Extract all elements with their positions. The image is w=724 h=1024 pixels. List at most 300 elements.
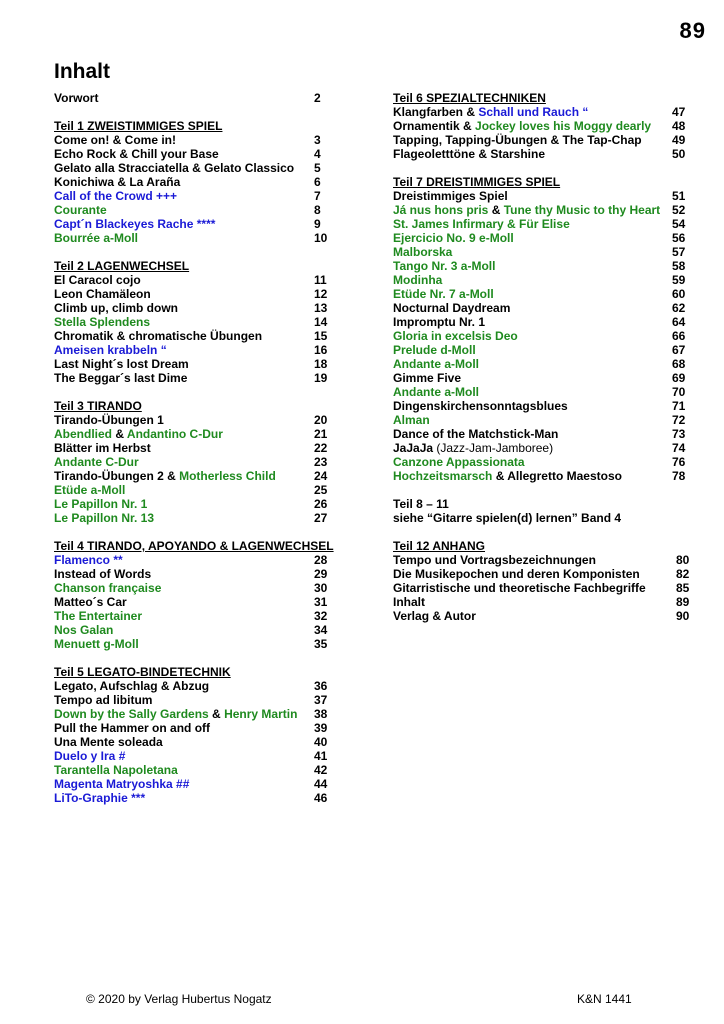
- toc-entry-title: [54, 469, 276, 483]
- toc-entry-title: [54, 581, 161, 595]
- spacer: [393, 483, 693, 497]
- toc-entry: [393, 581, 693, 595]
- section-heading: [54, 119, 329, 133]
- toc-entry-title: [54, 553, 123, 567]
- toc-entry-title-part: Tempo und Vortragsbezeichnungen: [393, 553, 596, 567]
- toc-entry-title: [393, 147, 545, 161]
- toc-page-number: 59: [672, 273, 686, 287]
- toc-entry-title-part: Chromatik & chromatische Übungen: [54, 329, 263, 343]
- toc-entry-title-part: & Allegretto Maestoso: [492, 469, 622, 483]
- toc-entry: [393, 315, 693, 329]
- toc-entry-title-part: Andante C-Dur: [54, 455, 139, 469]
- toc-entry-title: [393, 301, 510, 315]
- toc-entry-title: [54, 315, 150, 329]
- toc-entry-title-part: &: [112, 427, 127, 441]
- toc-entry-title-part: Courante: [54, 203, 107, 217]
- toc-entry: [54, 469, 329, 483]
- toc-entry-title-part: Gloria in excelsis Deo: [393, 329, 518, 343]
- toc-page-number: 26: [314, 497, 328, 511]
- toc-entry-title-part: Modinha: [393, 273, 443, 287]
- toc-entry: [393, 455, 693, 469]
- section-heading: [54, 665, 329, 679]
- toc-entry-title-part: Tango Nr. 3 a-Moll: [393, 259, 496, 273]
- toc-entry-title-part: Etüde a-Moll: [54, 483, 126, 497]
- toc-entry: [393, 259, 693, 273]
- toc-entry-title: [54, 623, 113, 637]
- toc-right-column: [393, 91, 693, 623]
- toc-entry-title-part: Canzone Appassionata: [393, 455, 525, 469]
- toc-entry: [54, 441, 329, 455]
- toc-entry-title: [54, 595, 127, 609]
- toc-entry-title: [393, 357, 479, 371]
- toc-page-number: 31: [314, 595, 328, 609]
- spacer: [54, 651, 329, 665]
- toc-entry-title: [393, 119, 651, 133]
- toc-entry-title-part: Verlag & Autor: [393, 609, 476, 623]
- toc-page-number: 6: [314, 175, 321, 189]
- toc-entry-title-part: Nocturnal Daydream: [393, 301, 511, 315]
- toc-entry-title: [393, 469, 622, 483]
- toc-entry: [393, 273, 693, 287]
- toc-entry: [54, 273, 329, 287]
- toc-entry: [54, 791, 329, 805]
- toc-page-number: 58: [672, 259, 686, 273]
- toc-page-number: 42: [314, 763, 328, 777]
- toc-entry-title-part: Capt´n Blackeyes Rache ****: [54, 217, 216, 231]
- section-heading: [393, 539, 693, 553]
- toc-entry-title: [54, 427, 223, 441]
- toc-entry: [393, 301, 693, 315]
- toc-entry: [393, 245, 693, 259]
- toc-entry-title: [393, 553, 596, 567]
- toc-entry-title-part: Gelato alla Stracciatella & Gelato Classico: [54, 161, 295, 175]
- toc-page-number: 80: [676, 553, 690, 567]
- toc-page-number: 78: [672, 469, 686, 483]
- toc-page-number: 64: [672, 315, 686, 329]
- toc-entry: [393, 553, 693, 567]
- toc-entry: [54, 735, 329, 749]
- toc-page-number: 30: [314, 581, 328, 595]
- toc-entry-title: [54, 497, 147, 511]
- toc-page-number: 18: [314, 357, 328, 371]
- toc-page-number: 29: [314, 567, 328, 581]
- spacer: [54, 105, 329, 119]
- toc-entry-title: [393, 385, 479, 399]
- toc-entry-title: [54, 189, 177, 203]
- toc-entry: [54, 203, 329, 217]
- toc-entry-title-part: Magenta Matryoshka ##: [54, 777, 190, 791]
- toc-entry-title: [393, 133, 642, 147]
- toc-entry: [54, 175, 329, 189]
- toc-entry-title-part: Ejercicio No. 9 e-Moll: [393, 231, 514, 245]
- section-heading-label: [54, 399, 142, 413]
- section-heading-label: [393, 539, 485, 553]
- toc-entry-title-part: siehe “Gitarre spielen(d) lernen” Band 4: [393, 511, 622, 525]
- toc-entry-title-part: Klangfarben &: [393, 105, 479, 119]
- toc-left-column: [54, 91, 334, 805]
- toc-entry-title-part: Teil 4 TIRANDO, APOYANDO & LAGENWECHSEL: [54, 539, 334, 553]
- toc-page-number: 49: [672, 133, 686, 147]
- toc-entry: [393, 231, 693, 245]
- toc-entry-title-part: Blätter im Herbst: [54, 441, 151, 455]
- toc-entry: [54, 511, 329, 525]
- toc-page-number: 68: [672, 357, 686, 371]
- toc-entry-title: [393, 273, 442, 287]
- toc-entry-title: [54, 567, 151, 581]
- toc-entry: [54, 189, 329, 203]
- toc-page-number: 3: [314, 133, 321, 147]
- toc-entry-title-part: Le Papillon Nr. 13: [54, 511, 155, 525]
- toc-entry-title-part: Last Night´s lost Dream: [54, 357, 189, 371]
- toc-entry-title: [54, 329, 262, 343]
- toc-entry-title: [54, 483, 125, 497]
- toc-entry-title: [393, 259, 495, 273]
- toc-entry: [54, 609, 329, 623]
- toc-entry: [54, 371, 329, 385]
- toc-entry-title-part: St. James Infirmary & Für Elise: [393, 217, 570, 231]
- toc-entry-title-part: Tirando-Übungen 2 &: [54, 469, 180, 483]
- toc-page-number: 13: [314, 301, 328, 315]
- toc-page-number: 50: [672, 147, 686, 161]
- toc-page-number: 36: [314, 679, 328, 693]
- toc-entry-title: [393, 315, 485, 329]
- toc-entry: [54, 357, 329, 371]
- toc-entry: [393, 105, 693, 119]
- toc-page-number: 71: [672, 399, 686, 413]
- toc-entry-title-part: Gimme Five: [393, 371, 462, 385]
- toc-entry-title-part: Matteo´s Car: [54, 595, 127, 609]
- toc-entry-title-part: Dance of the Matchstick-Man: [393, 427, 559, 441]
- toc-entry-title: [393, 427, 558, 441]
- section-heading-label: [54, 539, 334, 553]
- toc-entry-title-part: Schall und Rauch “: [478, 105, 589, 119]
- toc-entry: [54, 161, 329, 175]
- toc-entry: [54, 413, 329, 427]
- toc-entry: [54, 301, 329, 315]
- section-heading: [54, 259, 329, 273]
- toc-entry-title-part: Já nus hons pris: [393, 203, 489, 217]
- toc-entry-title-part: Jockey loves his Moggy dearly: [475, 119, 652, 133]
- toc-entry-title-part: Teil 12 ANHANG: [393, 539, 486, 553]
- toc-page-number: 20: [314, 413, 328, 427]
- toc-entry-title: [393, 399, 568, 413]
- toc-entry-title-part: Etüde Nr. 7 a-Moll: [393, 287, 494, 301]
- toc-entry: [54, 427, 329, 441]
- toc-entry: [393, 595, 693, 609]
- toc-entry-title: [54, 91, 98, 105]
- toc-entry-title-part: Motherless Child: [179, 469, 276, 483]
- toc-page-number: 10: [314, 231, 328, 245]
- toc-entry: [54, 595, 329, 609]
- toc-page-number: 19: [314, 371, 328, 385]
- toc-entry-title: [54, 301, 178, 315]
- toc-entry-title: [393, 343, 476, 357]
- toc-page-number: 76: [672, 455, 686, 469]
- spacer: [54, 385, 329, 399]
- toc-entry: [393, 133, 693, 147]
- toc-entry-title-part: Vorwort: [54, 91, 99, 105]
- toc-page-number: 16: [314, 343, 328, 357]
- toc-entry-title: [393, 609, 476, 623]
- toc-entry-title-part: Prelude d-Moll: [393, 343, 476, 357]
- toc-entry-title-part: Tirando-Übungen 1: [54, 413, 164, 427]
- toc-entry-title-part: Die Musikepochen und deren Komponisten: [393, 567, 640, 581]
- toc-page-number: 52: [672, 203, 686, 217]
- toc-page-number: 40: [314, 735, 328, 749]
- toc-entry: [54, 777, 329, 791]
- toc-entry: [393, 469, 693, 483]
- toc-entry-title: [54, 455, 139, 469]
- section-heading-label: [54, 119, 222, 133]
- toc-entry: [393, 287, 693, 301]
- toc-entry: [54, 483, 329, 497]
- toc-page-number: 28: [314, 553, 328, 567]
- toc-entry-title-part: LiTo-Graphie ***: [54, 791, 146, 805]
- toc-entry-title: [54, 749, 125, 763]
- toc-page-number: 41: [314, 749, 328, 763]
- toc-entry: [393, 399, 693, 413]
- toc-entry-title: [54, 273, 141, 287]
- toc-page-number: 57: [672, 245, 686, 259]
- toc-entry-title: [54, 441, 151, 455]
- toc-entry-title-part: Teil 6 SPEZIALTECHNIKEN: [393, 91, 546, 105]
- toc-page-number: 34: [314, 623, 328, 637]
- toc-entry-title: [393, 105, 588, 119]
- toc-entry-title-part: JaJaJa: [393, 441, 437, 455]
- toc-entry-title: [54, 735, 163, 749]
- toc-entry-title: [393, 567, 640, 581]
- toc-entry-title-part: Teil 8 – 11: [393, 497, 449, 511]
- toc-page-number: 9: [314, 217, 321, 231]
- toc-entry-title-part: Teil 1 ZWEISTIMMIGES SPIEL: [54, 119, 223, 133]
- toc-entry-title-part: Tapping, Tapping-Übungen & The Tap-Chap: [393, 133, 642, 147]
- toc-page-number: 23: [314, 455, 328, 469]
- page-number: 89: [679, 18, 706, 43]
- toc-entry-title-part: Chanson française: [54, 581, 162, 595]
- toc-page-number: 44: [314, 777, 328, 791]
- toc-entry-title: [54, 721, 210, 735]
- toc-entry-title-part: Pull the Hammer on and off: [54, 721, 211, 735]
- toc-entry-title-part: Flamenco **: [54, 553, 123, 567]
- toc-entry-title-part: Tarantella Napoletana: [54, 763, 178, 777]
- toc-page-number: 11: [314, 273, 327, 287]
- toc-entry: [54, 721, 329, 735]
- toc-entry-title: [393, 595, 425, 609]
- toc-entry-title-part: Call of the Crowd +++: [54, 189, 178, 203]
- toc-entry-title-part: Gitarristische und theoretische Fachbegriffe: [393, 581, 646, 595]
- toc-page-number: 70: [672, 385, 686, 399]
- toc-entry-title-part: The Entertainer: [54, 609, 143, 623]
- toc-entry: [393, 441, 693, 455]
- toc-entry: [54, 581, 329, 595]
- toc-entry-title-part: Una Mente soleada: [54, 735, 163, 749]
- toc-entry-title: [54, 203, 107, 217]
- toc-page-number: 15: [314, 329, 328, 343]
- toc-entry: [54, 343, 329, 357]
- toc-entry-title-part: Menuett g-Moll: [54, 637, 139, 651]
- page-title: Inhalt: [54, 60, 110, 83]
- toc-entry-title-part: Dingenskirchensonntagsblues: [393, 399, 568, 413]
- toc-entry: [393, 329, 693, 343]
- toc-page-number: 32: [314, 609, 328, 623]
- toc-entry-title-part: Tune thy Music to thy Heart: [503, 203, 661, 217]
- toc-page-number: 47: [672, 105, 686, 119]
- toc-page-number: 22: [314, 441, 328, 455]
- toc-entry-title-part: Ornamentik &: [393, 119, 476, 133]
- toc-entry-title-part: El Caracol cojo: [54, 273, 141, 287]
- toc-entry-title-part: Legato, Aufschlag & Abzug: [54, 679, 210, 693]
- toc-entry: [393, 147, 693, 161]
- toc-entry-title: [54, 217, 215, 231]
- toc-entry-title-part: Abendlied: [54, 427, 113, 441]
- toc-entry-title: [54, 679, 209, 693]
- toc-entry: [393, 119, 693, 133]
- toc-page-number: 69: [672, 371, 686, 385]
- toc-entry-title-part: Impromptu Nr. 1: [393, 315, 486, 329]
- toc-page-number: 67: [672, 343, 686, 357]
- toc-entry-title-part: Hochzeitsmarsch: [393, 469, 493, 483]
- toc-entry-title-part: Stella Splendens: [54, 315, 151, 329]
- section-heading-label: [393, 175, 560, 189]
- toc-entry: [393, 371, 693, 385]
- toc-entry-title: [54, 147, 219, 161]
- toc-page-number: 48: [672, 119, 686, 133]
- toc-page-number: 66: [672, 329, 686, 343]
- toc-page-number: 56: [672, 231, 686, 245]
- toc-entry: [393, 203, 693, 217]
- toc-page-number: 2: [314, 91, 321, 105]
- toc-entry-title-part: Duelo y Ira #: [54, 749, 126, 763]
- toc-entry-title: [54, 287, 151, 301]
- toc-entry-title-part: Bourrée a-Moll: [54, 231, 139, 245]
- toc-entry-title-part: Teil 7 DREISTIMMIGES SPIEL: [393, 175, 561, 189]
- toc-entry: [54, 147, 329, 161]
- toc-entry-title: [54, 609, 142, 623]
- toc-entry: [54, 497, 329, 511]
- toc-entry-title: [54, 231, 138, 245]
- section-heading: [54, 399, 329, 413]
- toc-entry: [54, 329, 329, 343]
- toc-entry: [54, 749, 329, 763]
- toc-page-number: 39: [314, 721, 328, 735]
- toc-entry-title: [54, 707, 297, 721]
- toc-entry: [54, 707, 329, 721]
- toc-entry: [54, 693, 329, 707]
- toc-entry-title-part: Nos Galan: [54, 623, 114, 637]
- toc-entry: [54, 133, 329, 147]
- toc-entry-title-part: &: [488, 203, 504, 217]
- toc-page-number: 37: [314, 693, 328, 707]
- toc-entry-title-part: Henry Martin: [224, 707, 298, 721]
- toc-entry-title-part: The Beggar´s last Dime: [54, 371, 188, 385]
- toc-entry-title: [393, 287, 494, 301]
- toc-entry-title-part: Dreistimmiges Spiel: [393, 189, 508, 203]
- toc-page-number: 82: [676, 567, 690, 581]
- section-heading-label: [54, 665, 231, 679]
- toc-page-number: 46: [314, 791, 328, 805]
- toc-entry: [54, 637, 329, 651]
- section-heading: [393, 91, 693, 105]
- toc-entry-title-part: Inhalt: [393, 595, 425, 609]
- toc-entry: [54, 623, 329, 637]
- toc-entry: [393, 189, 693, 203]
- toc-entry-title: [54, 511, 154, 525]
- toc-page-number: 8: [314, 203, 321, 217]
- toc-entry-title-part: Flageoletttöne & Starshine: [393, 147, 546, 161]
- toc-entry-title-part: Climb up, climb down: [54, 301, 178, 315]
- toc-entry-title-part: Konichiwa & La Araña: [54, 175, 181, 189]
- toc-entry-title-part: Ameisen krabbeln “: [54, 343, 167, 357]
- toc-entry-title: [54, 693, 152, 707]
- toc-page-number: 5: [314, 161, 321, 175]
- toc-entry: [393, 567, 693, 581]
- toc-page-number: 51: [672, 189, 686, 203]
- toc-entry: [54, 315, 329, 329]
- toc-page-number: 60: [672, 287, 686, 301]
- toc-page-number: 89: [676, 595, 690, 609]
- toc-entry: [54, 231, 329, 245]
- toc-entry: [393, 497, 693, 511]
- toc-entry-title-part: Instead of Words: [54, 567, 152, 581]
- toc-entry: [54, 553, 329, 567]
- toc-entry-title-part: Alman: [393, 413, 430, 427]
- toc-entry: [393, 609, 693, 623]
- toc-entry-title: [393, 497, 449, 511]
- toc-page-number: 62: [672, 301, 686, 315]
- toc-page-number: 27: [314, 511, 328, 525]
- toc-entry-title: [393, 329, 518, 343]
- toc-entry-title: [54, 763, 178, 777]
- toc-entry: [393, 511, 693, 525]
- toc-entry-title: [54, 413, 164, 427]
- toc-entry-title-part: Andante a-Moll: [393, 357, 479, 371]
- toc-entry-title: [54, 343, 167, 357]
- toc-entry-title: [393, 441, 553, 455]
- toc-entry-title-part: Leon Chamäleon: [54, 287, 151, 301]
- toc-entry-title-part: Down by the Sally Gardens: [54, 707, 209, 721]
- toc-page-number: 4: [314, 147, 321, 161]
- toc-page-number: 74: [672, 441, 686, 455]
- toc-entry: [54, 567, 329, 581]
- toc-entry: [393, 427, 693, 441]
- toc-entry-title: [54, 175, 180, 189]
- toc-entry-title: [393, 581, 646, 595]
- toc-entry-title-part: Andante a-Moll: [393, 385, 479, 399]
- toc-page-number: 21: [314, 427, 328, 441]
- toc-entry: [393, 413, 693, 427]
- toc-entry: [393, 217, 693, 231]
- toc-entry-title: [393, 455, 525, 469]
- toc-entry: [54, 455, 329, 469]
- toc-page-number: 35: [314, 637, 328, 651]
- toc-entry-title-part: Come on! & Come in!: [54, 133, 176, 147]
- toc-entry: [54, 91, 329, 105]
- toc-entry-title-part: Le Papillon Nr. 1: [54, 497, 148, 511]
- toc-page-number: 38: [314, 707, 328, 721]
- toc-entry: [54, 287, 329, 301]
- toc-entry-title: [54, 371, 187, 385]
- toc-entry-title-part: Echo Rock & Chill your Base: [54, 147, 219, 161]
- toc-entry-title: [54, 161, 294, 175]
- toc-page-number: 85: [676, 581, 690, 595]
- section-heading-label: [393, 91, 546, 105]
- toc-entry-title-part: Teil 5 LEGATO-BINDETECHNIK: [54, 665, 231, 679]
- toc-entry-title: [54, 791, 145, 805]
- section-heading-label: [54, 259, 189, 273]
- toc-entry: [393, 357, 693, 371]
- toc-entry-title: [393, 189, 508, 203]
- toc-entry-title-part: Malborska: [393, 245, 453, 259]
